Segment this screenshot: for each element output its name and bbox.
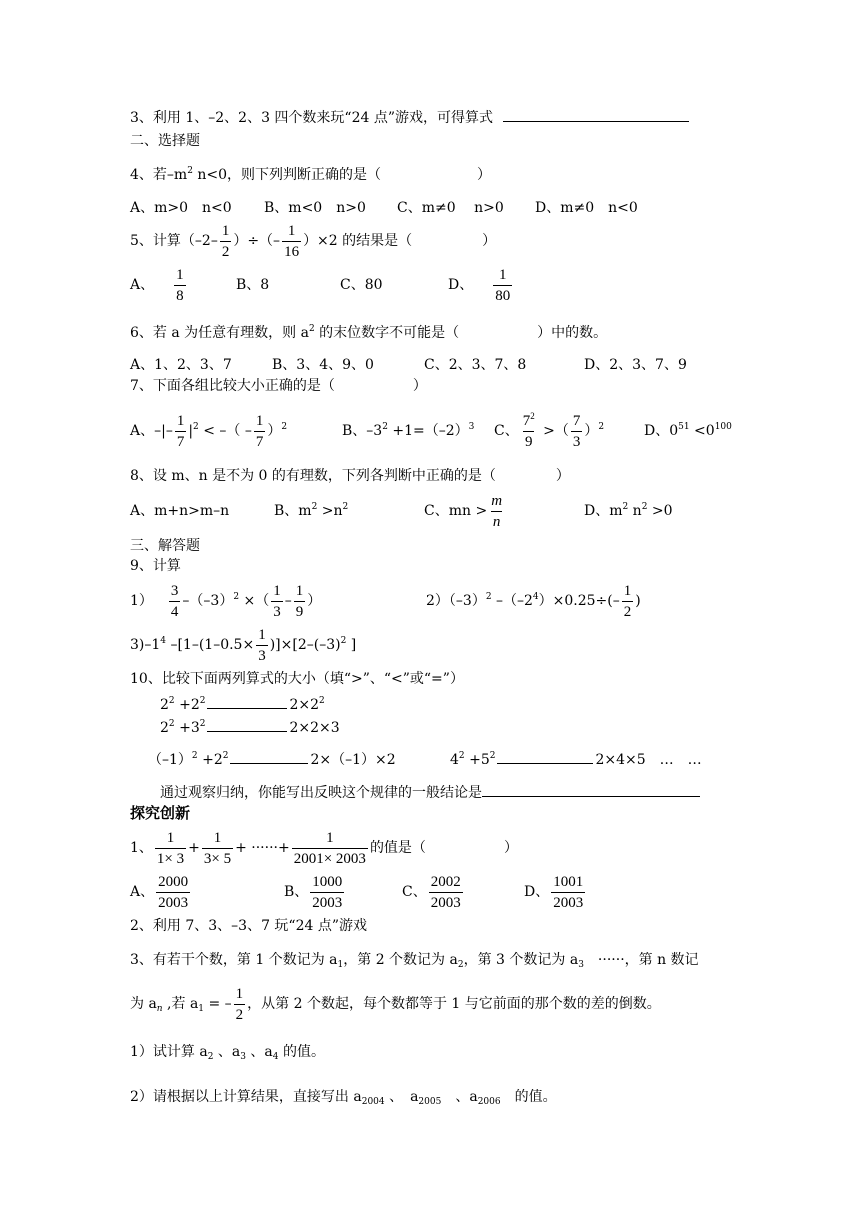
question-5: 5、计算（–2– $\frac{1}{2}$ ）÷（– $\frac{1}{16}$ ）×2 的结果是（ ）: [130, 222, 497, 260]
option-d[interactable]: D、$0^{51} <0^{100}$: [644, 422, 732, 439]
option-c[interactable]: C、 $\frac{7^2}{9}$ >（ $\frac{7}{3}$ ）$^2$: [494, 410, 605, 450]
option-a[interactable]: A、1、2、3、7: [130, 357, 232, 373]
question-10-conclusion: 通过观察归纳，你能写出反映这个规律的一般结论是: [160, 782, 700, 803]
question-9-part2: $2)(-3)^2$ $-(-2^4)\times 0.25\div(-$ $\frac{1}{2}$ ): [426, 582, 641, 620]
explore-question-3: 3、有若干个数，第 1 个数记为 $a_1$，第 2 个数记为 $a_2$，第 3 个数记为 $a_3$ ······，第 n 数记: [130, 952, 699, 970]
option-b[interactable]: B、 $\frac{1000}{2003}$: [284, 873, 343, 911]
question-10-row1: $2^2 +2^2$ $2\times 2^2$: [160, 696, 325, 713]
option-d[interactable]: D、2、3、7、9: [584, 357, 687, 373]
section-heading-solve: 三、解答题: [130, 538, 200, 554]
option-a[interactable]: A、m>0 n<0: [130, 200, 232, 216]
option-b[interactable]: B、m<0 n>0: [264, 200, 366, 216]
answer-blank[interactable]: [207, 694, 287, 709]
explore-question-3-line2: 为 $a_n$ ,若 $a_1$ = – $\frac{1}{2}$ ，从第 2 个数起，每个数都等于 1 与它前面的那个数的差的倒数。: [130, 985, 661, 1023]
question-10-row4: $4^2 +5^2$ 2×4×5 … …: [450, 751, 702, 768]
answer-blank[interactable]: [482, 782, 700, 797]
question-6-options: [130, 355, 687, 375]
question-8-options: [130, 490, 673, 534]
section-heading-choice: 二、选择题: [130, 133, 200, 149]
question-7-options: [130, 410, 732, 454]
answer-blank[interactable]: [207, 717, 287, 732]
explore-question-2: 2、利用 7、3、–3、7 玩“24 点”游戏: [130, 918, 368, 934]
question-6: 6、若 a 为任意有理数，则 $a^2$ 的末位数字不可能是（ ）中的数。: [130, 324, 608, 341]
option-c[interactable]: C、80: [340, 277, 383, 293]
question-10: 10、比较下面两列算式的大小（填“>”、“<”或“=”）: [130, 671, 464, 687]
option-a[interactable]: A、 $\frac{1}{8}$: [130, 266, 184, 304]
option-b[interactable]: B、$m^2 >n^2$: [274, 502, 349, 519]
answer-blank[interactable]: [497, 749, 593, 764]
question-4: 4、若$-m^2$ n<0，则下列判断正确的是（ ）: [130, 166, 492, 183]
option-c[interactable]: C、 $\frac{2002}{2003}$: [402, 873, 461, 911]
option-a[interactable]: A、m+n>m–n: [130, 503, 230, 519]
question-3: 3、利用 1、–2、2、3 四个数来玩“24 点”游戏，可得算式: [130, 107, 689, 128]
question-9-part3: $3)-1^4$ –[1–(1–0.5× $\frac{1}{3}$ )]$\times[2-(-3)^2$ ]: [130, 626, 357, 664]
option-a[interactable]: A、 $\frac{2000}{2003}$: [130, 873, 189, 911]
question-8: 8、设 m、n 是不为 0 的有理数，下列各判断中正确的是（ ）: [130, 468, 570, 484]
option-d[interactable]: D、$m^2$ $n^2 >0$: [584, 502, 673, 519]
explore-question-3-part1: 1）试计算 $a_2$ 、$a_3$ 、$a_4$ 的值。: [130, 1044, 325, 1062]
question-10-row3: $(-1)^2 +2^2$ 2×（–1）×2: [148, 751, 396, 768]
question-9-title: 9、计算: [130, 558, 181, 574]
fraction: $\frac{1}{2}$: [221, 222, 230, 260]
explore-question-1-options: [130, 870, 587, 916]
question-9-part1: 1） $\frac{3}{4}$ $-(-3)^2$ ×（ $\frac{1}{3}$ – $\frac{1}{9}$ ）: [130, 582, 322, 620]
option-c[interactable]: C、m≠0 n>0: [397, 200, 504, 216]
option-d[interactable]: D、 $\frac{1001}{2003}$: [524, 873, 584, 911]
question-7: 7、下面各组比较大小正确的是（ ）: [130, 378, 427, 394]
explore-question-3-part2: 2）请根据以上计算结果，直接写出 $a_{2004}$ 、 $a_{2005}$ 、$a_{2006}$ 的值。: [130, 1089, 557, 1107]
question-5-options: [130, 264, 514, 306]
option-d[interactable]: D、m≠0 n<0: [535, 200, 638, 216]
option-c[interactable]: C、2、3、7、8: [424, 357, 527, 373]
explore-question-1: 1、 $\frac{1}{1\times 3}$ + $\frac{1}{3\times 5}$ + ······+ $\frac{1}{2001\times 2003}$ 的值是（ ）: [130, 829, 518, 867]
option-b[interactable]: B、$-3^2 +1=(-2)^3$: [342, 422, 475, 439]
option-b[interactable]: B、3、4、9、0: [272, 357, 374, 373]
section-heading-explore: 探究创新: [130, 804, 191, 822]
option-b[interactable]: B、8: [236, 277, 270, 293]
fraction: $\frac{1}{16}$: [284, 222, 300, 260]
answer-blank[interactable]: [230, 749, 308, 764]
option-c[interactable]: C、mn > $\frac{m}{n}$: [424, 492, 503, 530]
option-d[interactable]: D、 $\frac{1}{80}$: [448, 266, 511, 304]
question-4-options: [130, 198, 638, 218]
option-a[interactable]: A、–|– $\frac{1}{7}$ $|^2$ < –（ – $\frac{1}{7}$ ）$^2$: [130, 412, 288, 450]
answer-blank[interactable]: [503, 107, 689, 122]
question-10-row2: $2^2 +3^2$ 2×2×3: [160, 719, 340, 736]
